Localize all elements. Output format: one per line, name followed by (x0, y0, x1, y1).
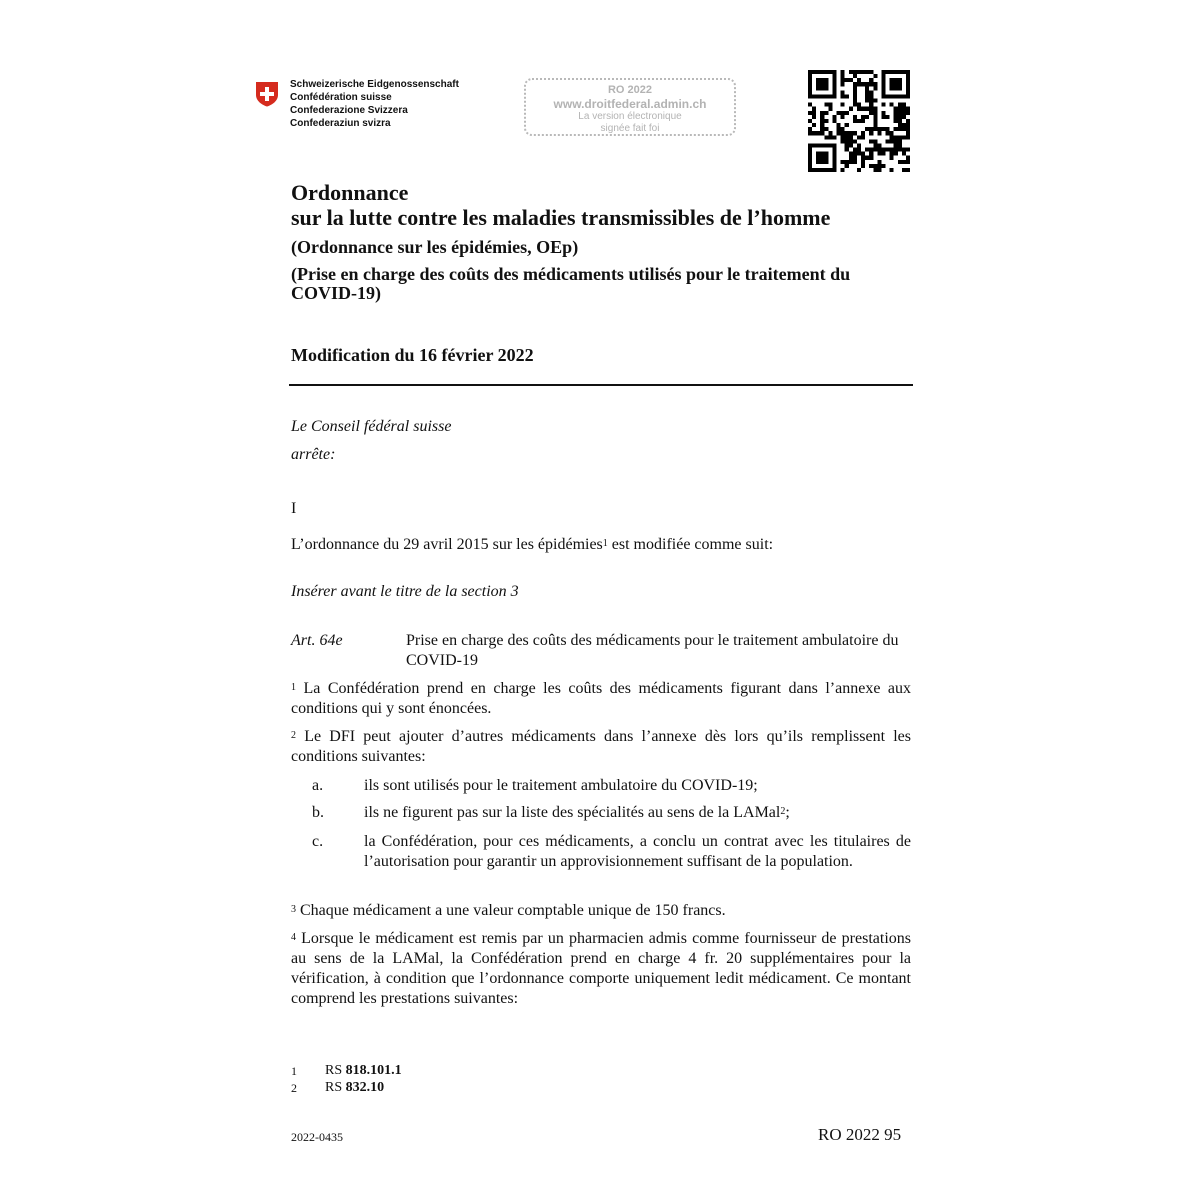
electronic-signature-stamp (524, 78, 736, 136)
article-paragraph-2 (291, 727, 911, 767)
list-item-c (312, 832, 911, 872)
stamp-url: www.droitfederal.admin.ch (553, 97, 707, 111)
footnote-prefix: RS (325, 1063, 343, 1078)
list-marker: a. (312, 777, 324, 794)
list-item-text: ils sont utilisés pour le traitement ambulatoire du COVID-19; (364, 777, 758, 794)
title-divider (289, 384, 913, 386)
stamp-note-line2: signée fait foi (600, 123, 660, 134)
list-marker: c. (312, 833, 324, 850)
paragraph-text: Chaque médicament a une valeur comptable unique de 150 francs. (296, 902, 726, 919)
swiss-cross-icon (254, 81, 280, 107)
intro-text-after: est modifiée comme suit: (607, 536, 774, 553)
paragraph-number: 3 (291, 904, 296, 915)
preamble-conseil: Le Conseil fédéral suisse (291, 418, 452, 435)
paragraph-number: 4 (291, 932, 296, 943)
article-paragraph-1 (291, 679, 911, 719)
modification-date: Modification du 16 février 2022 (291, 345, 534, 365)
list-marker: b. (312, 804, 324, 821)
list-item-text: la Confédération, pour ces médicaments, a conclu un contrat avec les titulaires de l’autorisation pour garantir un approvisionnement suffisant de la population. (364, 833, 911, 870)
paragraph-text: Lorsque le médicament est remis par un pharmacien admis comme fournisseur de prestations au sens de la LAMal, la Confédération prend en charge 4 fr. 20 supplémentaires pour la vérification, à condition que l’ordonnance comporte uniquement ledit médicament. Ce montant comprend les prestations suivantes: (291, 930, 911, 1007)
paragraph-text: Le DFI peut ajouter d’autres médicaments dans l’annexe dès lors qu’ils remplissent les conditions suivantes: (291, 728, 911, 765)
title-line-ordonnance: Ordonnance (291, 180, 409, 205)
document-number: 2022-0435 (291, 1130, 343, 1144)
stamp-ro-label: RO 2022 (607, 84, 653, 96)
footnote-reference: 818.101.1 (345, 1063, 402, 1078)
confederation-line-rm: Confederaziun svizra (290, 118, 391, 129)
list-item-text: ils ne figurent pas sur la liste des spécialités au sens de la LAMal (364, 804, 781, 821)
list-item-punct: ; (785, 804, 790, 821)
footnote-number: 1 (291, 1064, 297, 1078)
insert-instruction: Insérer avant le titre de la section 3 (291, 583, 519, 600)
footnote-prefix: RS (325, 1080, 343, 1095)
footnote-number: 2 (291, 1081, 297, 1095)
article-paragraph-4 (291, 929, 911, 1009)
footnote-reference: 832.10 (345, 1080, 385, 1095)
list-item-b (312, 803, 911, 823)
list-item-a (312, 776, 911, 796)
preamble-arrete: arrête: (291, 446, 336, 463)
official-compilation-reference: RO 2022 95 (818, 1125, 902, 1144)
list-item-text-wrap (364, 803, 911, 823)
confederation-line-it: Confederazione Svizzera (290, 105, 408, 116)
footnote-2 (291, 1080, 384, 1096)
title-amendment-subject: (Prise en charge des coûts des médicaments utilisés pour le traitement du COVID-19) (291, 264, 851, 303)
paragraph-text: La Confédération prend en charge les coûts des médicaments figurant dans l’annexe aux conditions qui y sont énoncées. (291, 680, 911, 717)
footnote-ref-2[interactable]: 2 (780, 806, 786, 817)
confederation-line-fr: Confédération suisse (290, 92, 392, 103)
paragraph-number: 2 (291, 730, 296, 741)
title-line-subject: sur la lutte contre les maladies transmissibles de l’homme (291, 205, 831, 230)
section-roman-numeral: I (291, 500, 297, 517)
intro-text-before: L’ordonnance du 29 avril 2015 sur les épidémies (291, 536, 603, 553)
document-title (291, 180, 911, 303)
footnote-1 (291, 1063, 402, 1079)
section-intro (291, 535, 911, 555)
footnote-ref-1[interactable]: 1 (602, 538, 608, 549)
qr-code-icon (808, 70, 910, 172)
article-paragraph-3 (291, 901, 911, 921)
stamp-note-line1: La version électronique (578, 111, 682, 122)
paragraph-number: 1 (291, 682, 296, 693)
confederation-name-block (290, 78, 459, 130)
title-short-name: (Ordonnance sur les épidémies, OEp) (291, 237, 579, 257)
article-title: Prise en charge des coûts des médicaments pour le traitement ambulatoire du COVID-19 (406, 632, 899, 669)
article-number: Art. 64e (291, 632, 343, 649)
confederation-line-de: Schweizerische Eidgenossenschaft (290, 79, 459, 90)
